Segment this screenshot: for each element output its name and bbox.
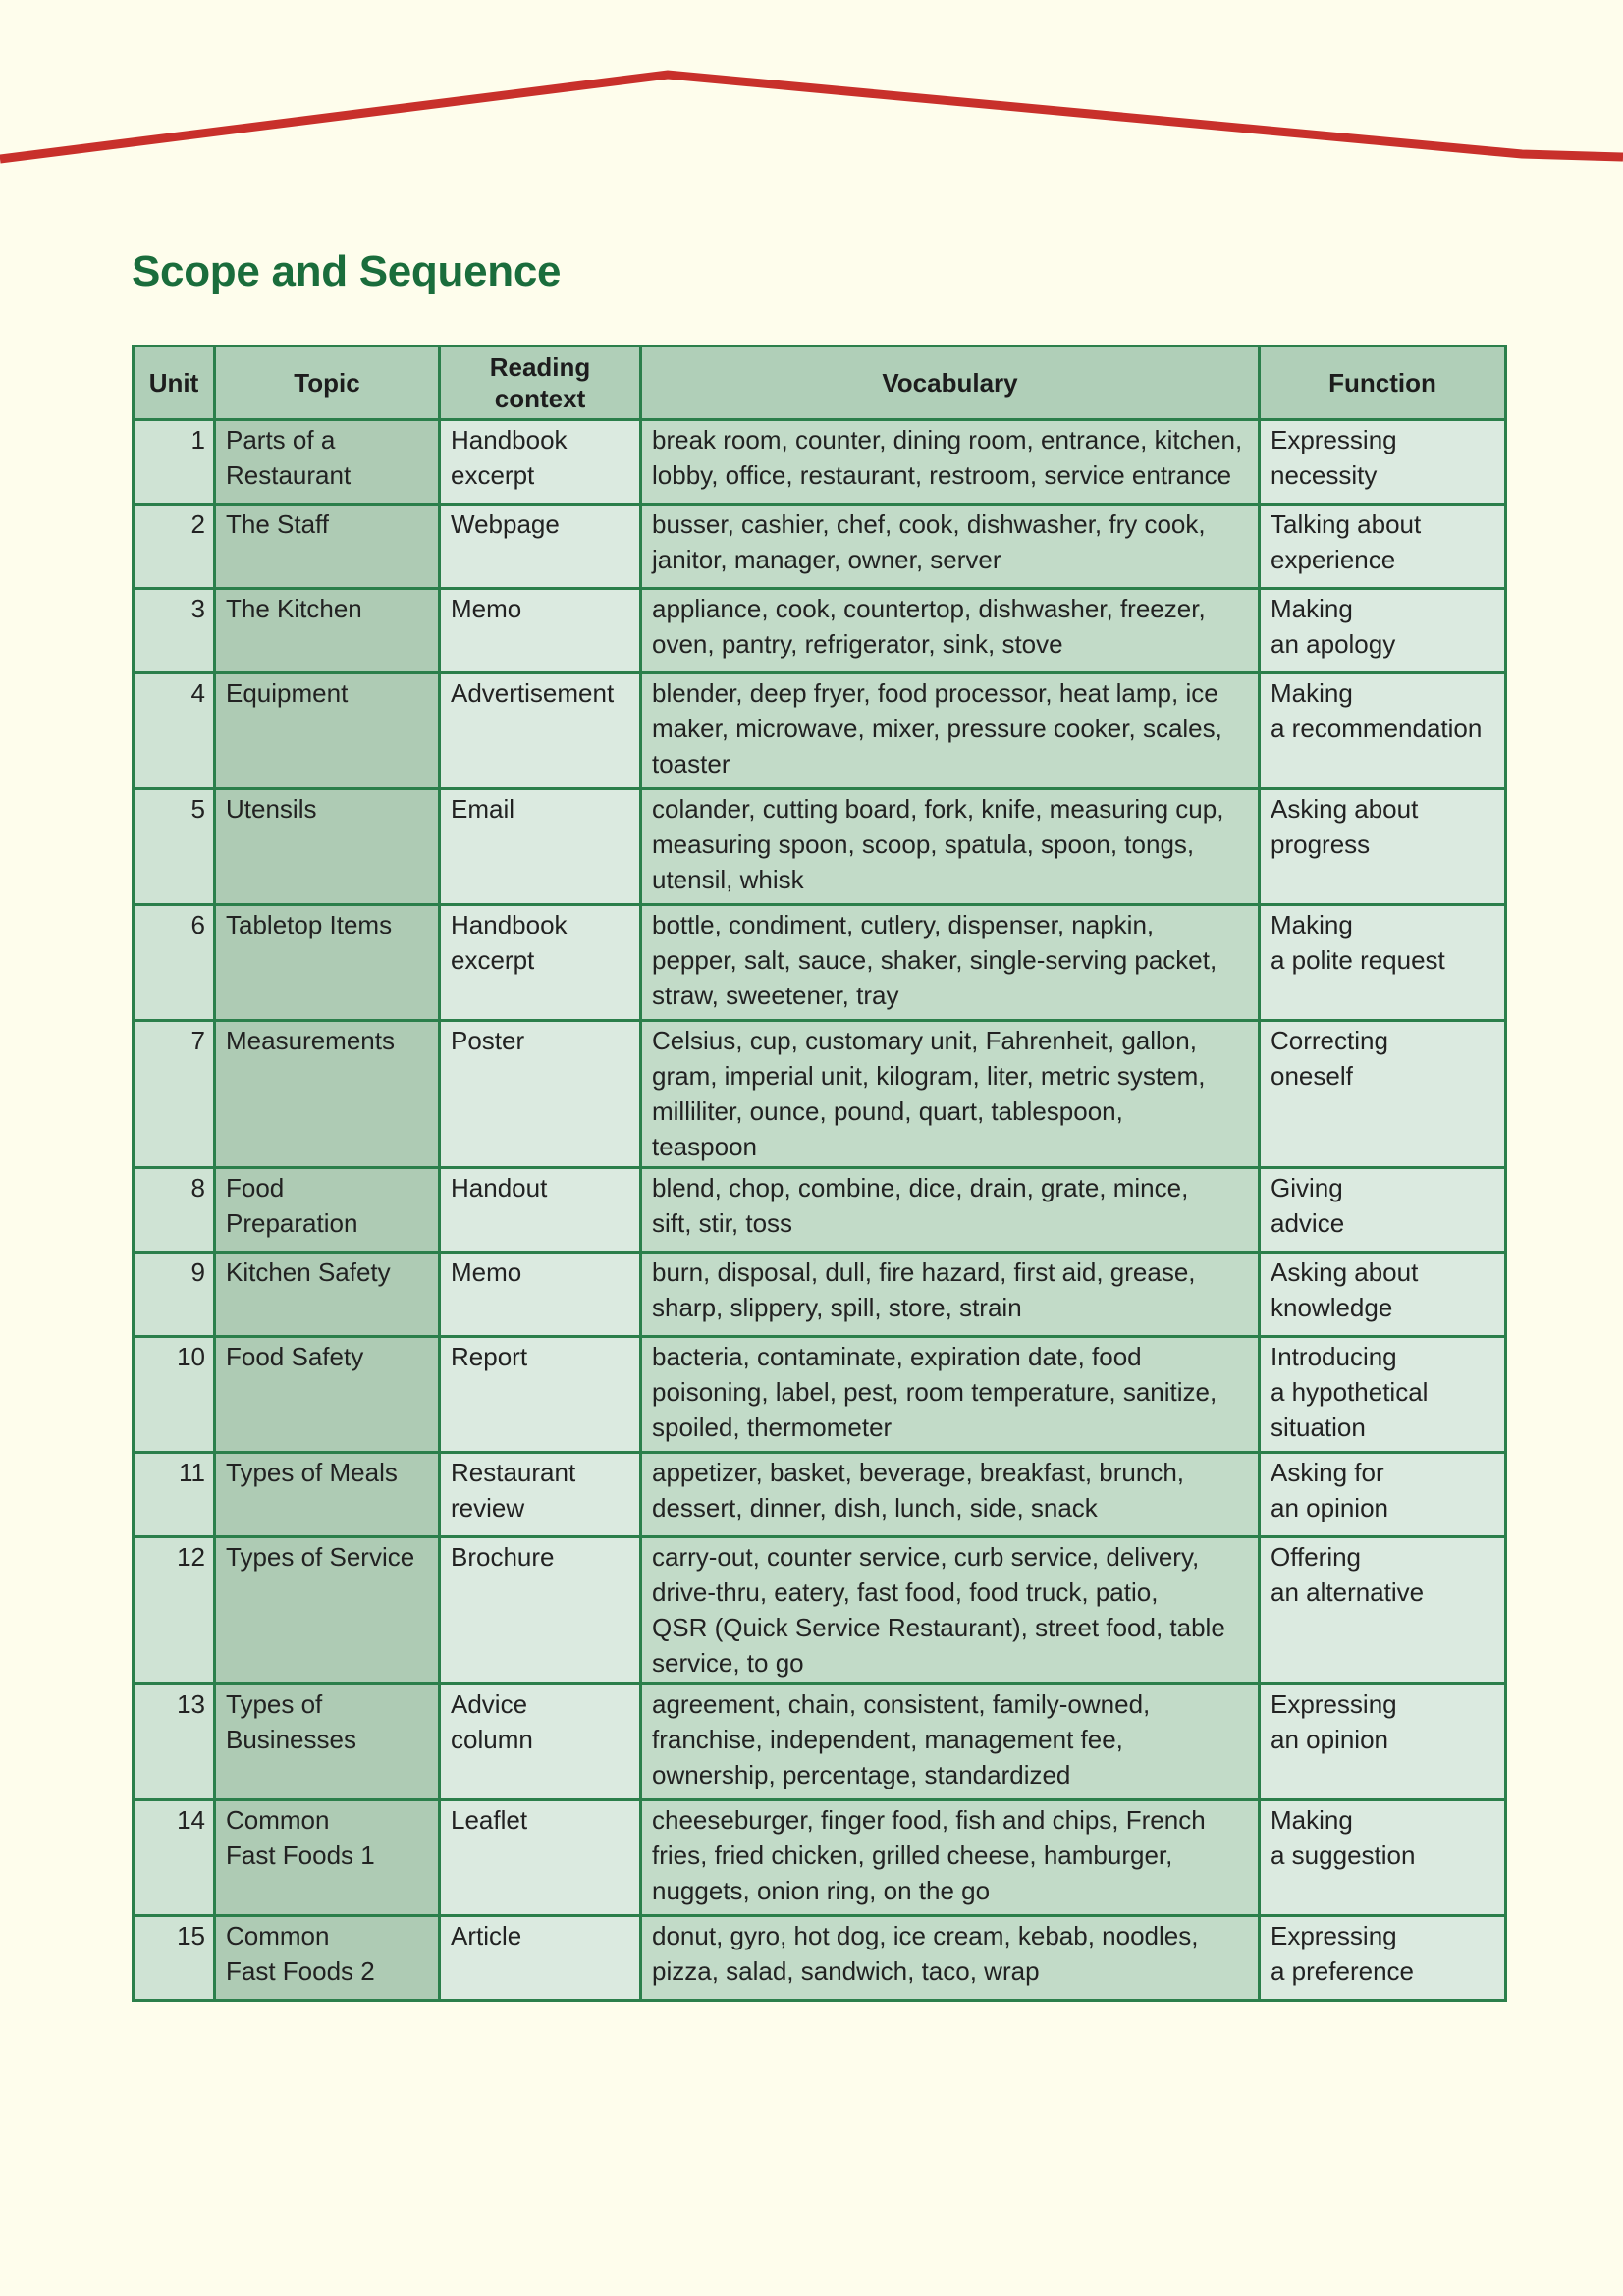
function-cell-text: Making a suggestion — [1271, 1805, 1416, 1870]
reading-context-cell — [440, 1453, 641, 1537]
unit-cell — [134, 905, 215, 1021]
unit-cell — [134, 1253, 215, 1337]
reading-context-cell-text: Handbook excerpt — [451, 910, 568, 975]
table-row — [134, 1684, 1506, 1800]
topic-cell — [215, 589, 440, 673]
function-cell — [1260, 673, 1506, 789]
unit-cell-text: 13 — [177, 1689, 205, 1719]
topic-cell-text: Tabletop Items — [226, 910, 393, 939]
reading-context-cell-text: Poster — [451, 1026, 525, 1055]
unit-cell — [134, 673, 215, 789]
vocabulary-cell — [641, 589, 1260, 673]
vocabulary-cell-text: appliance, cook, countertop, dishwasher, freezer, oven, pantry, refrigerator, sink, stove — [652, 594, 1206, 659]
vocabulary-cell-text: cheeseburger, finger food, fish and chips, French fries, fried chicken, grilled cheese, hamburger, nuggets, onion ring, on the go — [652, 1805, 1206, 1905]
reading-context-cell-text: Article — [451, 1921, 522, 1950]
function-cell — [1260, 905, 1506, 1021]
reading-context-cell — [440, 1800, 641, 1916]
unit-cell-text: 12 — [177, 1542, 205, 1572]
vocabulary-cell — [641, 1537, 1260, 1684]
vocabulary-cell-text: carry-out, counter service, curb service, delivery, drive-thru, eatery, fast food, food truck, patio, QSR (Quick Service Restaurant), street food, table service, to go — [652, 1542, 1225, 1678]
roofline-decoration — [0, 0, 1623, 196]
function-cell-text: Asking for an opinion — [1271, 1458, 1388, 1522]
unit-cell-text: 8 — [190, 1173, 205, 1202]
function-cell-text: Making an apology — [1271, 594, 1396, 659]
function-cell — [1260, 1453, 1506, 1537]
topic-cell — [215, 1021, 440, 1168]
topic-cell — [215, 1453, 440, 1537]
function-cell-text: Expressing necessity — [1271, 425, 1397, 490]
vocabulary-cell — [641, 505, 1260, 589]
function-cell-text: Offering an alternative — [1271, 1542, 1425, 1607]
vocabulary-cell — [641, 1253, 1260, 1337]
reading-context-cell-text: Webpage — [451, 509, 560, 539]
reading-context-cell — [440, 1168, 641, 1253]
reading-context-cell — [440, 1021, 641, 1168]
header-reading-context: Reading context — [440, 347, 641, 420]
unit-cell — [134, 1337, 215, 1453]
unit-cell-text: 7 — [190, 1026, 205, 1055]
topic-cell — [215, 1537, 440, 1684]
vocabulary-cell-text: burn, disposal, dull, fire hazard, first aid, grease, sharp, slippery, spill, store, strain — [652, 1257, 1196, 1322]
unit-cell-text: 2 — [190, 509, 205, 539]
function-cell-text: Asking about progress — [1271, 794, 1419, 859]
reading-context-cell — [440, 789, 641, 905]
topic-cell-text: Types of Meals — [226, 1458, 398, 1487]
topic-cell-text: Types of Businesses — [226, 1689, 356, 1754]
function-cell — [1260, 1916, 1506, 2001]
header-unit: Unit — [134, 347, 215, 420]
unit-cell — [134, 1453, 215, 1537]
topic-cell — [215, 1684, 440, 1800]
topic-cell — [215, 1916, 440, 2001]
vocabulary-cell-text: busser, cashier, chef, cook, dishwasher, fry cook, janitor, manager, owner, server — [652, 509, 1206, 574]
function-cell-text: Correcting oneself — [1271, 1026, 1388, 1091]
reading-context-cell — [440, 673, 641, 789]
function-cell-text: Expressing a preference — [1271, 1921, 1414, 1986]
unit-cell — [134, 1800, 215, 1916]
unit-cell — [134, 505, 215, 589]
unit-cell — [134, 1021, 215, 1168]
vocabulary-cell — [641, 905, 1260, 1021]
topic-cell-text: The Kitchen — [226, 594, 362, 623]
vocabulary-cell — [641, 1800, 1260, 1916]
vocabulary-cell — [641, 1684, 1260, 1800]
function-cell-text: Making a polite request — [1271, 910, 1445, 975]
unit-cell — [134, 1168, 215, 1253]
reading-context-cell — [440, 1684, 641, 1800]
table-row — [134, 589, 1506, 673]
vocabulary-cell — [641, 673, 1260, 789]
table-row — [134, 1800, 1506, 1916]
topic-cell-text: Utensils — [226, 794, 317, 824]
vocabulary-cell-text: break room, counter, dining room, entrance, kitchen, lobby, office, restaurant, restroom, service entrance — [652, 425, 1243, 490]
table-header-row — [134, 347, 1506, 420]
unit-cell-text: 5 — [190, 794, 205, 824]
reading-context-cell-text: Advertisement — [451, 678, 615, 708]
unit-cell — [134, 1916, 215, 2001]
function-cell — [1260, 1021, 1506, 1168]
topic-cell-text: The Staff — [226, 509, 330, 539]
table-row — [134, 420, 1506, 505]
header-topic: Topic — [215, 347, 440, 420]
reading-context-cell-text: Email — [451, 794, 515, 824]
topic-cell — [215, 1337, 440, 1453]
table-row — [134, 1253, 1506, 1337]
table-row — [134, 1168, 1506, 1253]
unit-cell — [134, 589, 215, 673]
topic-cell — [215, 1168, 440, 1253]
unit-cell-text: 9 — [190, 1257, 205, 1287]
topic-cell-text: Types of Service — [226, 1542, 415, 1572]
function-cell — [1260, 1800, 1506, 1916]
function-cell — [1260, 1684, 1506, 1800]
unit-cell-text: 15 — [177, 1921, 205, 1950]
reading-context-cell-text: Handout — [451, 1173, 548, 1202]
table-row — [134, 673, 1506, 789]
function-cell-text: Talking about experience — [1271, 509, 1422, 574]
reading-context-cell — [440, 505, 641, 589]
reading-context-cell-text: Advice column — [451, 1689, 533, 1754]
topic-cell-text: Common Fast Foods 1 — [226, 1805, 375, 1870]
unit-cell — [134, 789, 215, 905]
function-cell-text: Introducing a hypothetical situation — [1271, 1342, 1429, 1442]
topic-cell — [215, 505, 440, 589]
vocabulary-cell — [641, 1337, 1260, 1453]
reading-context-cell — [440, 420, 641, 505]
reading-context-cell-text: Restaurant review — [451, 1458, 576, 1522]
vocabulary-cell-text: blender, deep fryer, food processor, heat lamp, ice maker, microwave, mixer, pressure cooker, scales, toaster — [652, 678, 1222, 778]
reading-context-cell — [440, 589, 641, 673]
unit-cell-text: 11 — [179, 1458, 205, 1487]
function-cell — [1260, 1253, 1506, 1337]
function-cell — [1260, 789, 1506, 905]
header-function: Function — [1260, 347, 1506, 420]
function-cell — [1260, 505, 1506, 589]
function-cell-text: Asking about knowledge — [1271, 1257, 1419, 1322]
topic-cell — [215, 789, 440, 905]
table-row — [134, 1453, 1506, 1537]
unit-cell-text: 3 — [190, 594, 205, 623]
vocabulary-cell-text: Celsius, cup, customary unit, Fahrenheit, gallon, gram, imperial unit, kilogram, liter, metric system, milliliter, ounce, pound, quart, tablespoon, teaspoon — [652, 1026, 1206, 1161]
topic-cell-text: Food Preparation — [226, 1173, 358, 1238]
vocabulary-cell-text: appetizer, basket, beverage, breakfast, brunch, dessert, dinner, dish, lunch, side, snack — [652, 1458, 1185, 1522]
unit-cell-text: 1 — [190, 425, 205, 454]
vocabulary-cell — [641, 420, 1260, 505]
vocabulary-cell-text: bottle, condiment, cutlery, dispenser, napkin, pepper, salt, sauce, shaker, single-serving packet, straw, sweetener, tray — [652, 910, 1217, 1010]
scope-and-sequence-table — [132, 345, 1507, 2002]
topic-cell — [215, 905, 440, 1021]
table-row — [134, 1337, 1506, 1453]
unit-cell-text: 10 — [177, 1342, 205, 1371]
topic-cell-text: Measurements — [226, 1026, 395, 1055]
topic-cell-text: Kitchen Safety — [226, 1257, 391, 1287]
unit-cell — [134, 420, 215, 505]
topic-cell-text: Common Fast Foods 2 — [226, 1921, 375, 1986]
reading-context-cell-text: Leaflet — [451, 1805, 528, 1835]
topic-cell — [215, 1800, 440, 1916]
reading-context-cell — [440, 1916, 641, 2001]
topic-cell-text: Equipment — [226, 678, 349, 708]
vocabulary-cell-text: donut, gyro, hot dog, ice cream, kebab, noodles, pizza, salad, sandwich, taco, wrap — [652, 1921, 1199, 1986]
function-cell-text: Expressing an opinion — [1271, 1689, 1397, 1754]
page-title: Scope and Sequence — [132, 247, 562, 295]
reading-context-cell-text: Memo — [451, 1257, 522, 1287]
unit-cell-text: 4 — [190, 678, 205, 708]
vocabulary-cell — [641, 1916, 1260, 2001]
function-cell — [1260, 1337, 1506, 1453]
table-row — [134, 1021, 1506, 1168]
function-cell — [1260, 589, 1506, 673]
topic-cell-text: Parts of a Restaurant — [226, 425, 352, 490]
vocabulary-cell — [641, 789, 1260, 905]
unit-cell — [134, 1537, 215, 1684]
topic-cell — [215, 673, 440, 789]
function-cell-text: Giving advice — [1271, 1173, 1345, 1238]
vocabulary-cell-text: agreement, chain, consistent, family-owned, franchise, independent, management fee, ownership, percentage, standardized — [652, 1689, 1151, 1789]
topic-cell — [215, 1253, 440, 1337]
function-cell — [1260, 1537, 1506, 1684]
vocabulary-cell-text: bacteria, contaminate, expiration date, food poisoning, label, pest, room temperature, sanitize, spoiled, thermometer — [652, 1342, 1217, 1442]
table-row — [134, 1916, 1506, 2001]
reading-context-cell — [440, 1337, 641, 1453]
reading-context-cell-text: Memo — [451, 594, 522, 623]
vocabulary-cell — [641, 1453, 1260, 1537]
table-row — [134, 1537, 1506, 1684]
vocabulary-cell-text: blend, chop, combine, dice, drain, grate, mince, sift, stir, toss — [652, 1173, 1189, 1238]
table-row — [134, 505, 1506, 589]
topic-cell-text: Food Safety — [226, 1342, 364, 1371]
reading-context-cell — [440, 1537, 641, 1684]
vocabulary-cell — [641, 1021, 1260, 1168]
unit-cell — [134, 1684, 215, 1800]
table-row — [134, 905, 1506, 1021]
reading-context-cell-text: Report — [451, 1342, 528, 1371]
function-cell-text: Making a recommendation — [1271, 678, 1483, 743]
reading-context-cell-text: Handbook excerpt — [451, 425, 568, 490]
reading-context-cell — [440, 1253, 641, 1337]
header-vocabulary: Vocabulary — [641, 347, 1260, 420]
function-cell — [1260, 1168, 1506, 1253]
vocabulary-cell-text: colander, cutting board, fork, knife, measuring cup, measuring spoon, scoop, spatula, spoon, tongs, utensil, whisk — [652, 794, 1224, 894]
table-row — [134, 789, 1506, 905]
reading-context-cell — [440, 905, 641, 1021]
function-cell — [1260, 420, 1506, 505]
vocabulary-cell — [641, 1168, 1260, 1253]
reading-context-cell-text: Brochure — [451, 1542, 555, 1572]
unit-cell-text: 14 — [177, 1805, 205, 1835]
topic-cell — [215, 420, 440, 505]
unit-cell-text: 6 — [190, 910, 205, 939]
